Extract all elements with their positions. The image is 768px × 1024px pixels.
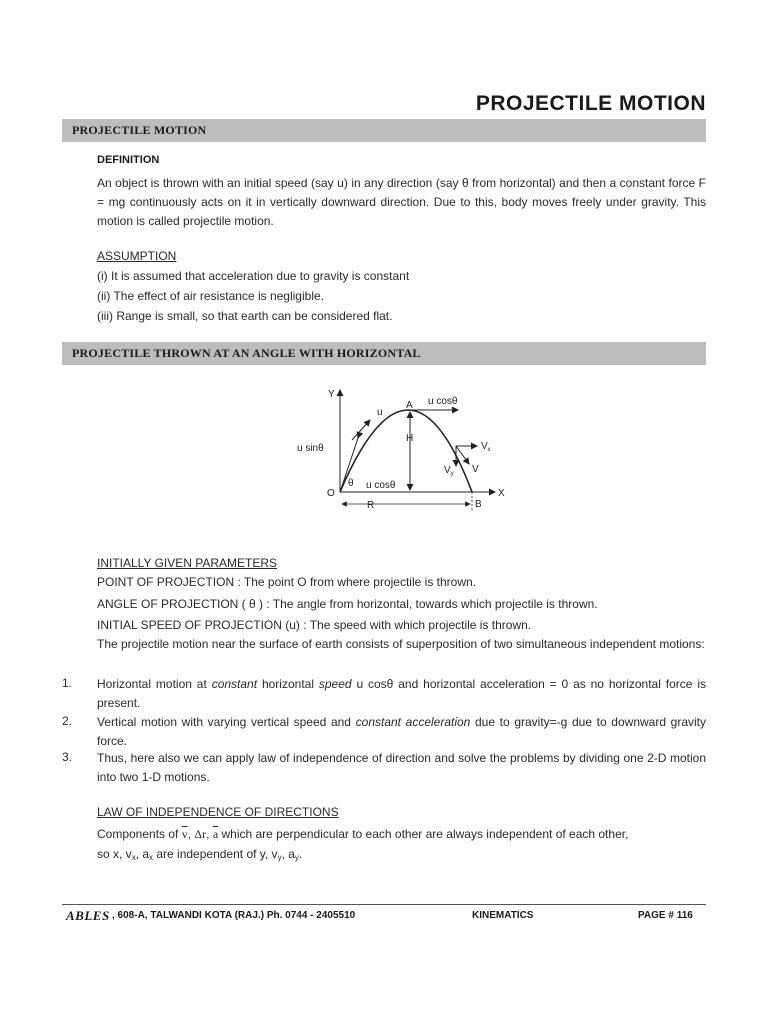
section-heading-bar: [62, 119, 706, 142]
list-number: 2.: [62, 714, 73, 728]
origin-label: O: [327, 488, 335, 499]
section-heading: PROJECTILE MOTION: [72, 123, 207, 137]
u-arrow: [352, 420, 370, 440]
list-number: 1.: [62, 676, 73, 690]
list-item-vertical: Vertical motion with varying vertical speed and constant acceleration due to gravity=-g due to downward gravity force.: [97, 715, 706, 748]
height-label: H: [406, 433, 414, 444]
section-heading-bar: [62, 342, 706, 365]
angle-of-projection: ANGLE OF PROJECTION ( θ ) : The angle from horizontal, towards which projectile is thrown.: [97, 597, 598, 611]
list-item-horizontal: Horizontal motion at constant horizontal speed u cosθ and horizontal acceleration = 0 as no horizontal force is present.: [97, 677, 706, 710]
horizontal-component-label: u cosθ: [366, 480, 396, 491]
velocity-label: u: [377, 407, 383, 418]
section-heading: PROJECTILE THROWN AT AN ANGLE WITH HORIZONTAL: [72, 346, 421, 360]
list-item-independence: Thus, here also we can apply law of independence of direction and solve the problems by dividing one 2-D motion into two 1-D motions.: [97, 751, 706, 784]
initial-speed: INITIAL SPEED OF PROJECTION (u) : The speed with which projectile is thrown.: [97, 618, 532, 632]
vy-label: $V_y$: [444, 465, 454, 477]
assumption-label: ASSUMPTION: [97, 249, 177, 263]
x-axis-label: X: [498, 488, 505, 499]
top-velocity-label: u cosθ: [428, 396, 458, 407]
trajectory: [340, 410, 472, 492]
end-label: B: [475, 499, 482, 510]
point-of-projection: POINT OF PROJECTION : The point O from where projectile is thrown.: [97, 575, 477, 589]
footer-page-number: PAGE # 116: [638, 910, 693, 921]
vertical-component-label: u sinθ: [297, 443, 324, 454]
assumption-item: (iii) Range is small, so that earth can be considered flat.: [97, 309, 393, 323]
definition-text: An object is thrown with an initial speed (say u) in any direction (say θ from horizontal) and then a constant force F = mg continuously acts on it in vertically downward direction. Due to this, body moves freely under gravity. This motion is called projectile motion.: [97, 176, 706, 228]
footer-subject: KINEMATICS: [472, 910, 534, 921]
list-number: 3.: [62, 750, 73, 764]
footer-divider: [62, 904, 706, 905]
assumption-item: (i) It is assumed that acceleration due to gravity is constant: [97, 269, 410, 283]
law-heading: LAW OF INDEPENDENCE OF DIRECTIONS: [97, 805, 339, 819]
page-title: PROJECTILE MOTION: [475, 92, 706, 115]
footer-logo: ABLES: [66, 908, 110, 923]
assumption-item: (ii) The effect of air resistance is negligible.: [97, 289, 324, 303]
range-label: R: [367, 500, 375, 511]
v-label: V: [472, 464, 479, 475]
params-heading: INITIALLY GIVEN PARAMETERS: [97, 556, 278, 570]
v-arrow: [456, 446, 469, 464]
angle-label: θ: [348, 478, 354, 489]
law-text-line2: so x, vx, ax are independent of y, vy, ay.: [97, 847, 303, 862]
law-text-line1: Components of $\overline{v}$, Δr, $\overline{a}$ which are perpendicular to each other are always independent of each other,: [97, 827, 629, 841]
params-intro: The projectile motion near the surface of earth consists of superposition of two simultaneous independent motions:: [97, 637, 705, 651]
vx-label: $V_x$: [481, 441, 491, 453]
definition-label: DEFINITION: [97, 154, 160, 166]
projectile-diagram: [280, 380, 520, 515]
footer-address: , 608-A, TALWANDI KOTA (RAJ.) Ph. 0744 - 2405510: [112, 910, 356, 921]
peak-label: A: [406, 400, 413, 411]
y-axis-label: Y: [328, 389, 335, 400]
